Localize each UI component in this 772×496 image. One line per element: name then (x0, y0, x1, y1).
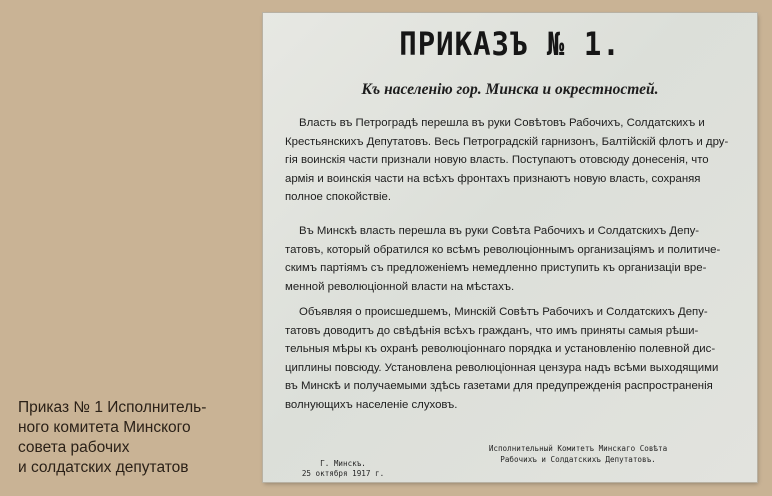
place-text: Г. Минскъ. (320, 459, 366, 468)
text-line: гія воинскія части признали новую власть. Поступаютъ отовсюду донесенія, что (285, 154, 709, 167)
text-line: татовъ доводитъ до свѣдѣнія всѣхъ гражданъ, что имъ приняты самыя рѣши- (285, 324, 699, 337)
signature-block (418, 443, 738, 465)
caption-line: ного комитета Минского (18, 419, 191, 436)
text-line: въ Минскѣ и получаемыми здѣсь газетами для предупрежденія распространенія (285, 380, 713, 393)
text-line: циплины повсюду. Установлена революціонная цензура надъ всѣми выходящими (285, 361, 719, 374)
text-line: Объявляя о происшедшемъ, Минскій Совѣтъ Рабочихъ и Солдатскихъ Депу- (299, 306, 708, 318)
caption-line: и солдатских депутатов (18, 459, 189, 476)
caption-line: совета рабочих (18, 439, 130, 456)
paragraph-3 (285, 303, 735, 415)
text-line: полное спокойствіе. (285, 191, 392, 204)
paragraph-2 (285, 222, 735, 296)
text-line: менной революціонной власти на мѣстахъ. (285, 280, 515, 293)
document-title: ПРИКАЗЪ № 1. (399, 25, 621, 63)
text-line: Въ Минскѣ власть перешла въ руки Совѣта Рабочихъ и Солдатскихъ Депу- (299, 225, 700, 237)
text-line: татовъ, который обратился ко всѣмъ революціоннымъ организаціямъ и политиче- (285, 243, 721, 256)
signature-line: Рабочихъ и Солдатскихъ Депутатовъ. (500, 455, 656, 464)
text-line: тельныя мѣры къ охранѣ революціоннаго порядка и установленію полевной дис- (285, 343, 716, 356)
text-line: скимъ партіямъ съ предложеніемъ немедленно приступить къ организаціи вре- (285, 262, 707, 275)
caption-line: Приказ № 1 Исполнитель- (18, 399, 207, 416)
date-text: 25 октября 1917 г. (301, 468, 385, 478)
text-line: Власть въ Петроградѣ перешла въ руки Совѣтовъ Рабочихъ, Солдатскихъ и (299, 117, 705, 129)
signature-line: Исполнительный Комитетъ Минскаго Совѣта (488, 444, 668, 453)
text-line: волнующихъ населеніе слуховъ. (285, 398, 458, 411)
text-line: Крестьянскихъ Депутатовъ. Весь Петроградскій гарнизонъ, Балтійскій флотъ и дру- (285, 135, 729, 148)
document-subtitle: Къ населенію гор. Минска и окрестностей. (361, 81, 659, 98)
paragraph-1 (285, 114, 735, 207)
text-line: армія и воинскія части на всѣхъ фронтахъ признаютъ новую власть, сохраняя (285, 172, 701, 185)
document-scan (263, 13, 757, 482)
place-date-block (283, 459, 403, 478)
photo-caption (18, 398, 248, 478)
